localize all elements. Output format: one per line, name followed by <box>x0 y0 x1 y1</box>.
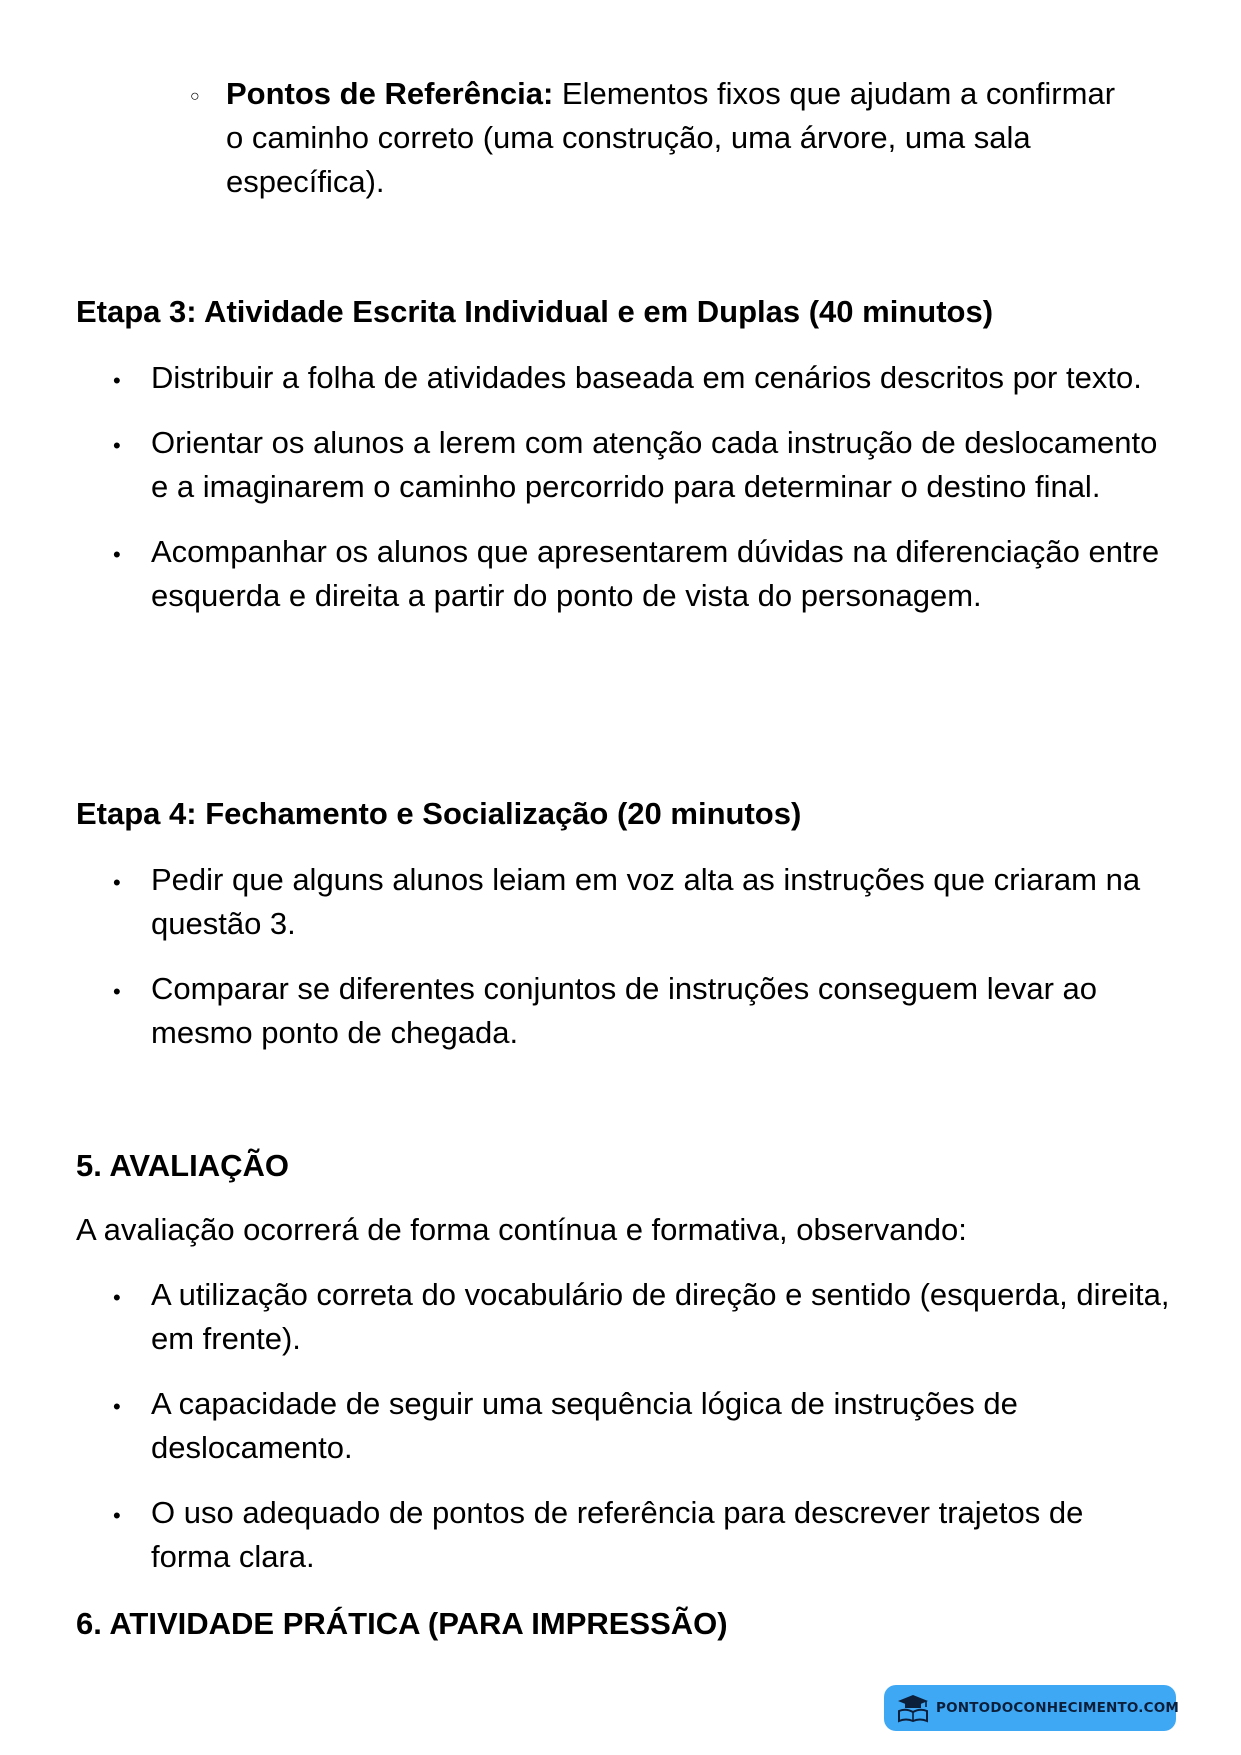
list-item <box>113 421 1171 509</box>
bullet-icon: • <box>113 979 121 1004</box>
bullet-icon: • <box>113 870 121 895</box>
list-item-text: Acompanhar os alunos que apresentarem dúvidas na diferenciação entre esquerda e direita a partir do ponto de vista do personagem. <box>151 534 1160 613</box>
site-url: PONTODOCONHECIMENTO.COM <box>936 1700 1180 1716</box>
avaliacao-list <box>113 1273 1171 1600</box>
circle-bullet-icon: ○ <box>190 88 200 105</box>
avaliacao-heading: 5. AVALIAÇÃO <box>76 1148 289 1183</box>
list-item-text: A utilização correta do vocabulário de direção e sentido (esquerda, direita, em frente). <box>151 1277 1170 1356</box>
bullet-icon: • <box>113 1285 121 1310</box>
list-item-text: Comparar se diferentes conjuntos de instruções conseguem levar ao mesmo ponto de chegada. <box>151 971 1098 1050</box>
bullet-icon: • <box>113 1394 121 1419</box>
list-item <box>113 858 1171 946</box>
bullet-icon: • <box>113 368 121 393</box>
etapa4-list <box>113 858 1171 1076</box>
etapa3-list <box>113 356 1171 639</box>
list-item <box>113 1273 1171 1361</box>
graduation-book-icon <box>896 1693 930 1723</box>
sub-item-pontos-referencia <box>190 72 1126 204</box>
list-item <box>113 1491 1171 1579</box>
etapa3-heading: Etapa 3: Atividade Escrita Individual e em Duplas (40 minutos) <box>76 294 994 329</box>
list-item <box>113 356 1171 400</box>
list-item <box>113 967 1171 1055</box>
bullet-icon: • <box>113 542 121 567</box>
list-item-text: A capacidade de seguir uma sequência lógica de instruções de deslocamento. <box>151 1386 1018 1465</box>
etapa4-heading: Etapa 4: Fechamento e Socialização (20 minutos) <box>76 796 802 831</box>
bullet-icon: • <box>113 1503 121 1528</box>
bullet-icon: • <box>113 433 121 458</box>
list-item-text: Pedir que alguns alunos leiam em voz alta as instruções que criaram na questão 3. <box>151 862 1141 941</box>
list-item-text: O uso adequado de pontos de referência para descrever trajetos de forma clara. <box>151 1495 1084 1574</box>
list-item-text: Distribuir a folha de atividades baseada em cenários descritos por texto. <box>151 360 1142 395</box>
list-item-text: Orientar os alunos a lerem com atenção cada instrução de deslocamento e a imaginarem o caminho percorrido para determinar o destino final. <box>151 425 1158 504</box>
list-item <box>113 530 1171 618</box>
atividade-heading: 6. ATIVIDADE PRÁTICA (PARA IMPRESSÃO) <box>76 1606 728 1641</box>
list-item <box>113 1382 1171 1470</box>
site-badge[interactable] <box>884 1685 1180 1731</box>
sub-item-label: Pontos de Referência: <box>226 76 554 111</box>
sub-item-text: Elementos fixos que ajudam a confirmar o caminho correto (uma construção, uma árvore, uma sala específica). <box>226 76 1116 199</box>
avaliacao-intro: A avaliação ocorrerá de forma contínua e formativa, observando: <box>76 1212 967 1247</box>
